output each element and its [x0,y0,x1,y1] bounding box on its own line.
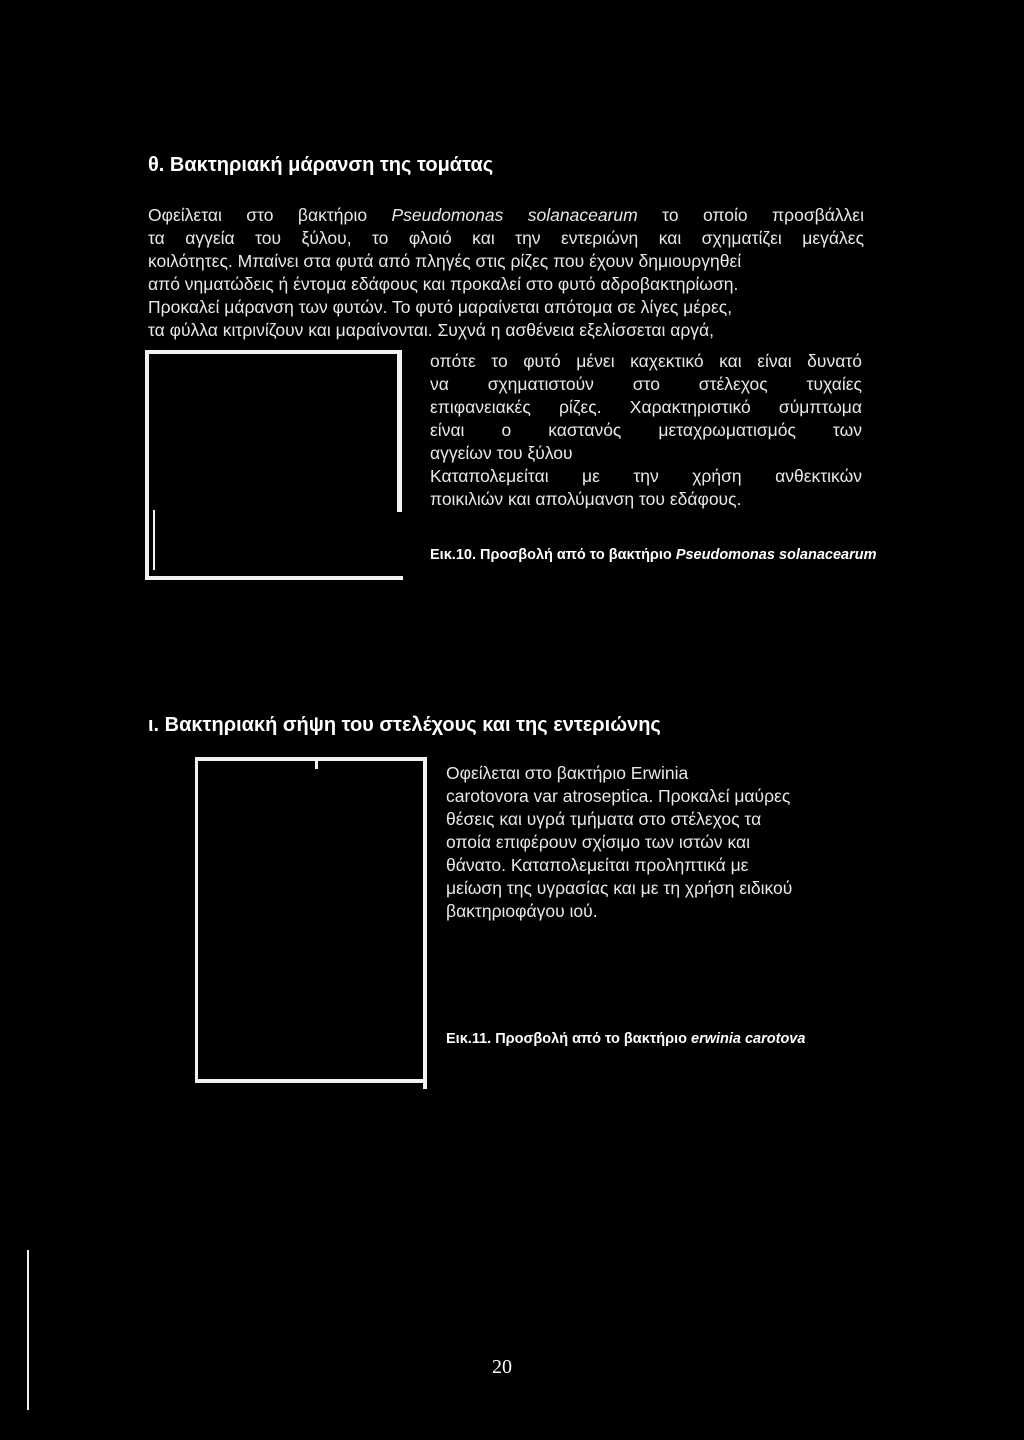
paragraph-line: Προκαλεί μάρανση των φυτών. Το φυτό μαραίνεται απότομα σε λίγες μέρες, [148,297,733,317]
paragraph-line: θέσεις και υγρά τμήματα στο στέλεχος τα [446,809,762,829]
section-theta-side-paragraph [430,350,862,511]
section-theta-heading: θ. Βακτηριακή μάρανση της τομάτας [148,154,494,176]
paragraph-line: οπότε το φυτό μένει καχεκτικό και είναι δυνατό [430,351,862,371]
scan-edge-line [27,1250,29,1410]
section-iota-paragraph [446,762,826,923]
figure-10-caption: Εικ.10. Προσβολή από το βακτήριο Pseudomonas solanacearum [430,547,877,563]
figure-11-image-frame [195,757,431,1089]
page-number: 20 [492,1356,512,1378]
paragraph-line: να σχηματιστούν στο στέλεχος τυχαίες [430,374,862,394]
paragraph-line: ποικιλιών και απολύμανση του εδάφους. [430,489,742,509]
paragraph-line: κοιλότητες. Μπαίνει στα φυτά από πληγές στις ρίζες που έχουν δημιουργηθεί [148,251,742,271]
paragraph-line: τα αγγεία του ξύλου, το φλοιό και την εντεριώνη και σχηματίζει μεγάλες [148,228,864,248]
paragraph-line: αγγείων του ξύλου [430,443,573,463]
section-iota-heading: ι. Βακτηριακή σήψη του στελέχους και της εντεριώνης [148,714,661,736]
paragraph-line: επιφανειακές ρίζες. Χαρακτηριστικό σύμπτωμα [430,397,862,417]
paragraph-line: μείωση της υγρασίας και με τη χρήση ειδικού [446,878,793,898]
paragraph-line: τα φύλλα κιτρινίζουν και μαραίνονται. Συχνά η ασθένεια εξελίσσεται αργά, [148,320,715,340]
paragraph-line: Οφείλεται στο βακτήριο Erwinia [446,763,689,783]
paragraph-line: οποία επιφέρουν σχίσιμο των ιστών και [446,832,751,852]
figure-11-caption: Εικ.11. Προσβολή από το βακτήριο erwinia carotova [446,1031,806,1047]
paragraph-line: Καταπολεμείται με την χρήση ανθεκτικών [430,466,862,486]
paragraph-line: carotovora var atroseptica. Προκαλεί μαύρες [446,786,791,806]
paragraph-line: είναι ο καστανός μεταχρωματισμός των [430,420,862,440]
paragraph-line: θάνατο. Καταπολεμείται προληπτικά με [446,855,749,875]
paragraph-line: Οφείλεται στο βακτήριο Pseudomonas solanacearum το οποίο προσβάλλει [148,205,864,225]
section-theta-paragraph [148,204,864,342]
paragraph-line: βακτηριοφάγου ιού. [446,901,598,921]
figure-10-image-frame [145,350,403,585]
paragraph-line: από νηματώδεις ή έντομα εδάφους και προκαλεί στο φυτό αδροβακτηρίωση. [148,274,739,294]
